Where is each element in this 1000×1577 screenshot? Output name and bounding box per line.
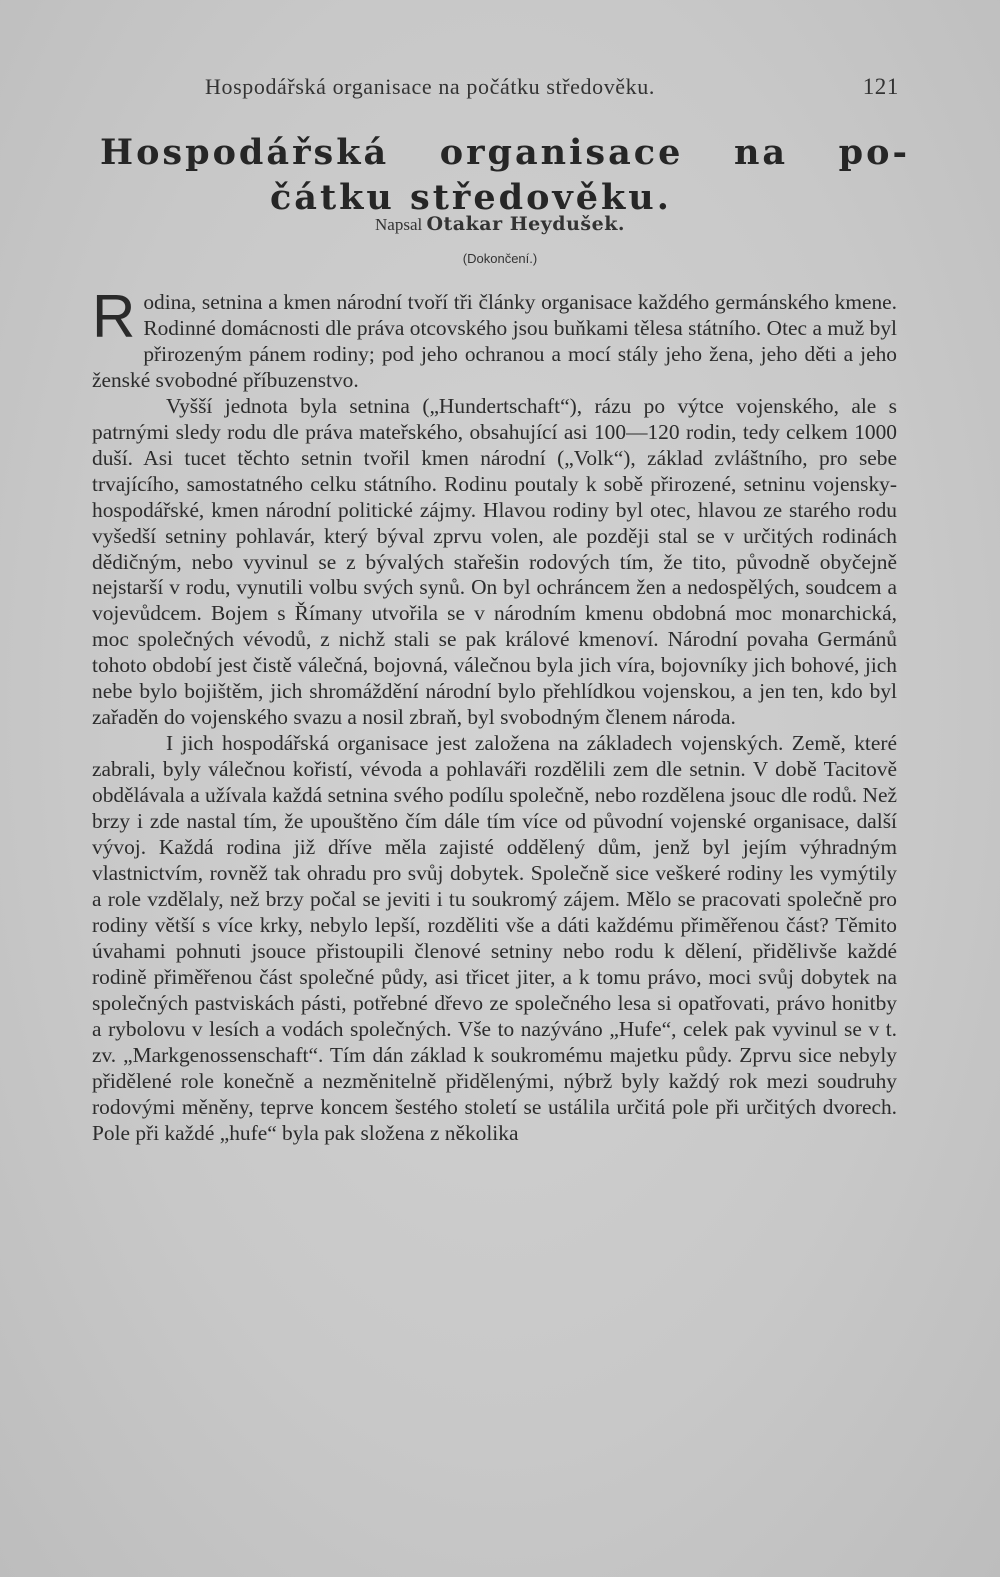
paragraph xyxy=(92,283,897,394)
drop-cap: R xyxy=(92,283,136,350)
paragraph-text: odina, setnina a kmen národní tvoří tři články organisace každého germánského kmene. Rodinné domácnosti dle práva otcovského jsou buňkami tělesa státního. Otec a muž byl přirozeným pánem rodiny; pod jeho ochranou a mocí stály jeho žena, jeho děti a jeho ženské svobodné příbuzenstvo. xyxy=(92,290,897,392)
continuation-note: (Dokončení.) xyxy=(462,251,538,266)
article-body xyxy=(92,283,897,1146)
author-name: Otakar Heydušek. xyxy=(426,213,625,235)
paragraph: Vyšší jednota byla setnina („Hundertschaft“), rázu po výtce vojenského, ale s patrnými sledy rodu dle práva mateřského, obsahující asi 100—120 rodin, tedy celkem 1000 duší. Asi tucet těchto setnin tvořil kmen národní („Volk“), základ zvláštního, pro sebe trvajícího, samostatného celku státního. Rodinu poutaly k sobě přirozené, setninu vojensky-hospodářské, kmen národní politické zájmy. Hlavou rodiny byl otec, hlavou ze starého rodu vyšedší setniny pohlavár, který býval zprvu volen, ale později stal se v určitých rodinách dědičným, nebo vyvinul se z bývalých stařešin rodových tím, že tito, původně obyčejně nejstarší v rodu, vynutili volbu svých synů. On byl ochráncem žen a nedospělých, soudcem a vojevůdcem. Bojem s Římany utvořila se v národním kmenu obdobná moc monarchická, moc společných vévodů, z nichž stali se pak králové kmenoví. Národní povaha Germánů tohoto období jest čistě válečná, bojovná, válečnou byla jich víra, bojovníky jich bohové, jich nebe bylo bojištěm, jich shromáždění národní bylo přehlídkou vojenskou, a jen ten, kdo byl zařaděn do vojenského svazu a nosil zbraň, byl svobodným členem národa. xyxy=(92,393,897,730)
page-number: 121 xyxy=(862,74,899,99)
article-title-line-1: Hospodářská organisace na po- xyxy=(100,132,910,173)
article-title xyxy=(100,130,910,220)
article-title-line-2: čátku středověku. xyxy=(270,177,672,218)
byline-prefix: Napsal xyxy=(375,215,423,234)
running-header xyxy=(205,74,905,104)
running-title: Hospodářská organisace na počátku středověku. xyxy=(205,74,655,99)
paragraph: I jich hospodářská organisace jest založena na základech vojenských. Země, které zabrali, byly válečnou kořistí, vévoda a pohlaváři rozdělili zem dle setnin. V době Tacitově obdělávala a užívala každá setnina svého podílu společně, nebo rozdělena jsouc dle rodů. Než brzy i zde nastal tím, že upouštěno čím dále tím více od původní vojenské organisace, další vývoj. Každá rodina již dříve měla zajisté oddělený dům, jenž byl jejím výhradným vlastnictvím, rovněž tak ohradu pro svůj dobytek. Společně sice veškeré rodiny les vymýtily a role vzdělaly, než brzy počal se jeviti i tu soukromý zájem. Mělo se pracovati společně pro rodiny větší s více krky, nebylo lepší, rozděliti vše a dáti každému přiměřenou část? Těmito úvahami pohnuti jsouce přistoupili členové setniny nebo rodu k dělení, přidělivše každé rodině přiměřenou část společné půdy, asi třicet jiter, a k tomu právo, moci svůj dobytek na společných pastviskách pásti, potřebné dřevo ze společného lesa si opatřovati, právo honitby a rybolovu v lesích a vodách společných. Vše to nazýváno „Hufe“, celek pak vyvinul se v t. zv. „Markgenossenschaft“. Tím dán základ k soukromému majetku půdy. Zprvu sice nebyly přidělené role konečně a nezměnitelně přidělenými, nýbrž byly každý rok mezi soudruhy rodovými měněny, teprve koncem šestého století se ustálila určitá pole při určitých dvorech. Pole při každé „hufe“ byla pak složena z několika xyxy=(92,731,897,1145)
byline xyxy=(0,213,1000,235)
